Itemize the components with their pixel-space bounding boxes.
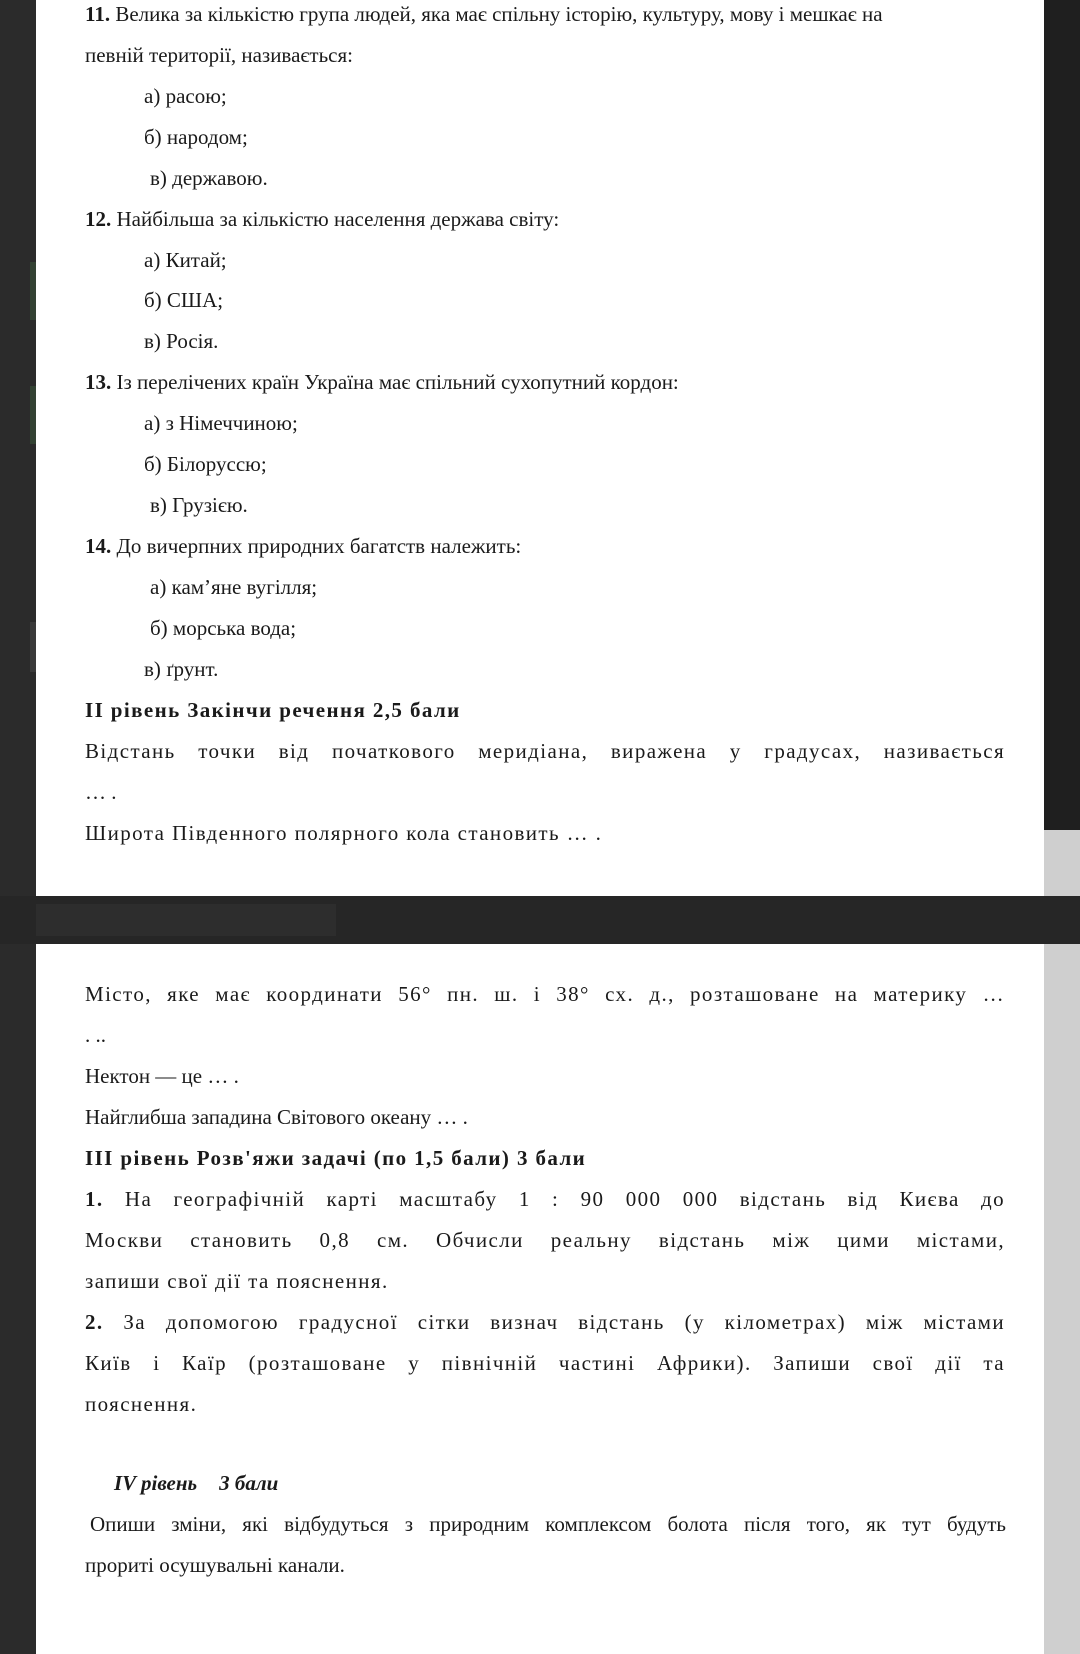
level-4-text: Опиши зміни, які відбудуться з природним комплексом болота після того, як тут будуть	[90, 1512, 1006, 1536]
task-2-line: пояснення.	[85, 1392, 198, 1416]
option: б) Білоруссю;	[144, 452, 267, 476]
task-2-line: Київ і Каїр (розташоване у північній частині Африки). Запиши свої дії та	[85, 1351, 1005, 1375]
question-11: 11. Велика за кількістю група людей, яка має спільну історію, культуру, мову і мешкає на	[85, 2, 883, 26]
level-2-item-continuation: . ..	[85, 1023, 106, 1047]
level-2-item: Нектон — це … .	[85, 1064, 239, 1088]
document-page-2	[36, 944, 1044, 1654]
background-right-strip	[1044, 0, 1080, 830]
level-2-item: Місто, яке має координати 56° пн. ш. і 38° сх. д., розташоване на материку …	[85, 982, 1005, 1006]
option: а) расою;	[144, 84, 227, 108]
question-11-continuation: певній території, називається:	[85, 43, 353, 67]
level-2-item: Широта Південного полярного кола становить … .	[85, 821, 603, 845]
level-2-item: Найглибша западина Світового океану … .	[85, 1105, 468, 1129]
option: б) морська вода;	[150, 616, 297, 640]
level-4-heading: IV рівень 3 бали	[114, 1471, 279, 1495]
scrollbar[interactable]	[1044, 830, 1080, 1654]
option: б) США;	[144, 288, 224, 312]
question-12: 12. Найбільша за кількістю населення держава світу:	[85, 207, 560, 231]
option: в) Грузією.	[150, 493, 248, 517]
task-1-line: запиши свої дії та пояснення.	[85, 1269, 389, 1293]
document-page-1	[36, 0, 1044, 896]
task-1: 1. На географічній карті масштабу 1 : 90 000 000 відстань від Києва до	[85, 1187, 1005, 1211]
level-2-item: Відстань точки від початкового меридіана, виражена у градусах, називається	[85, 739, 1005, 763]
option: а) кам’яне вугілля;	[150, 575, 318, 599]
question-14: 14. До вичерпних природних багатств належить:	[85, 534, 522, 558]
level-2-heading: ІІ рівень Закінчи речення 2,5 бали	[85, 698, 461, 722]
background-left-strip	[0, 0, 36, 1654]
level-4-text: прориті осушувальні канали.	[85, 1553, 345, 1577]
level-2-item-continuation: … .	[85, 780, 117, 804]
task-2: 2. За допомогою градусної сітки визнач відстань (у кілометрах) між містами	[85, 1310, 1006, 1334]
option: а) з Німеччиною;	[144, 411, 298, 435]
option: в) Росія.	[144, 329, 219, 353]
option: б) народом;	[144, 125, 248, 149]
level-3-heading: ІІІ рівень Розв'яжи задачі (по 1,5 бали) 3 бали	[85, 1146, 587, 1170]
task-1-line: Москви становить 0,8 см. Обчисли реальну відстань між цими містами,	[85, 1228, 1005, 1252]
page-break	[0, 896, 1080, 944]
question-13: 13. Із перелічених країн Україна має спільний сухопутний кордон:	[85, 370, 679, 394]
option: в) державою.	[150, 166, 268, 190]
option: в) ґрунт.	[144, 657, 219, 681]
option: а) Китай;	[144, 248, 227, 272]
